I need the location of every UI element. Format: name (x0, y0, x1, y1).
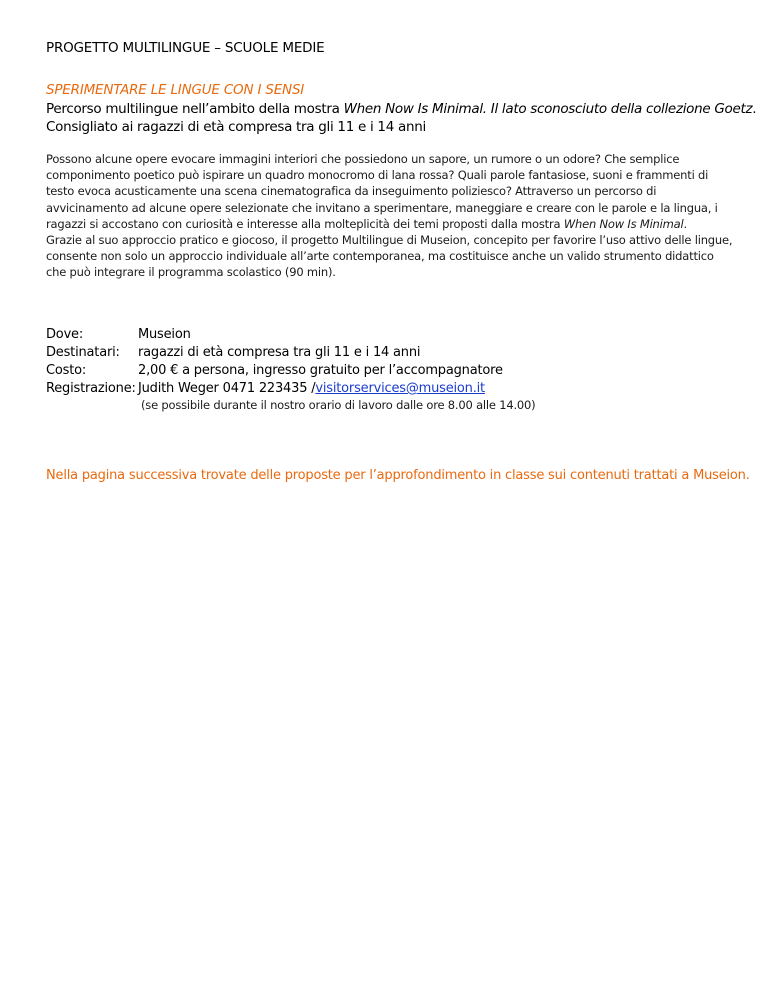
info-block (46, 326, 503, 398)
description-paragraph-1 (46, 151, 736, 232)
where-label: Dove: (46, 327, 84, 342)
cost-value: 2,00 € a persona, ingresso gratuito per l’accompagnatore (138, 363, 503, 378)
registration-value (138, 380, 485, 398)
registration-note: (se possibile durante il nostro orario di lavoro dalle ore 8.00 alle 14.00) (141, 398, 536, 412)
cost-label: Costo: (46, 363, 87, 378)
lead-line-2: Consigliato ai ragazzi di età compresa tra gli 11 e i 14 anni (46, 119, 426, 135)
paragraph-1-text: Possono alcune opere evocare immagini interiori che possiedono un sapore, un rumore o un odore? Che semplice componimento poetico può ispirare un quadro monocromo di lana rossa? Quali parole fantasiose, suoni e frammenti di testo evoca acusticamente una scena cinematografica da inseguimento poliziesco? Attraverso un percorso di avvicinamento ad alcune opere selezionate che invitano a sperimentare, maneggiare e creare con le parole e la lingua, i ragazzi si accostano con curiosità e interesse alla molteplicità dei temi proposti dalla mostra (46, 152, 718, 231)
audience-value: ragazzi di età compresa tra gli 11 e i 14 anni (138, 345, 421, 360)
email-link[interactable]: visitorservices@museion.it (315, 381, 485, 396)
project-title: PROGETTO MULTILINGUE – SCUOLE MEDIE (46, 40, 325, 56)
lead-prefix: Percorso multilingue nell’ambito della mostra (46, 101, 344, 117)
exhibition-title: When Now Is Minimal. Il lato sconosciuto della collezione Goetz (343, 101, 753, 117)
lead-suffix: . (752, 101, 757, 117)
description-paragraph-2: Grazie al suo approccio pratico e giocoso, il progetto Multilingue di Museion, concepito per favorire l’uso attivo delle lingue, consente non solo un approccio individuale all’arte contemporanea, ma costituisce anche un valido strumento didattico che può integrare il programma scolastico (90 min). (46, 233, 733, 280)
paragraph-1-end: . (683, 216, 687, 231)
info-row-where (46, 326, 503, 344)
audience-label: Destinatari: (46, 345, 120, 360)
registration-contact: Judith Weger 0471 223435 / (138, 381, 316, 396)
description (46, 151, 736, 281)
registration-label: Registrazione: (46, 381, 136, 396)
lead-line-1 (46, 100, 756, 118)
info-row-cost (46, 362, 503, 380)
where-value: Museion (138, 327, 191, 342)
next-page-note: Nella pagina successiva trovate delle proposte per l’approfondimento in classe sui contenuti trattati a Museion. (46, 468, 750, 483)
info-row-audience (46, 344, 503, 362)
lead-section (46, 100, 756, 136)
project-subtitle: SPERIMENTARE LE LINGUE CON I SENSI (46, 82, 305, 98)
paragraph-1-exhibition: When Now Is Minimal (563, 216, 684, 231)
info-row-registration (46, 380, 503, 398)
